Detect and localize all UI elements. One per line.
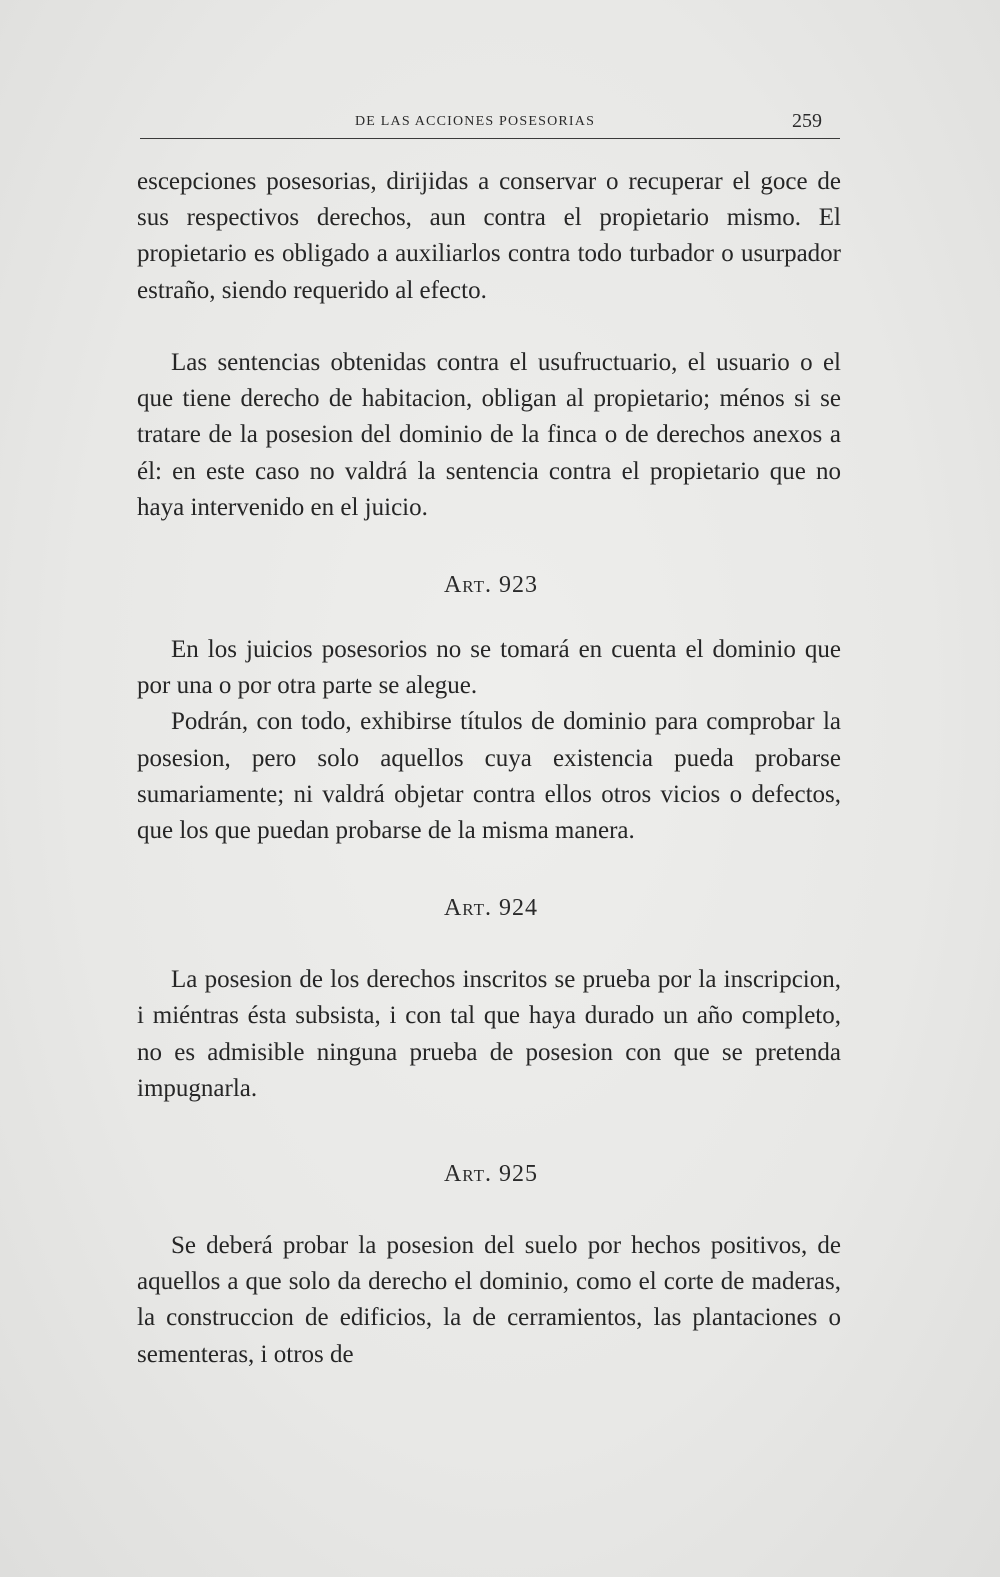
article-923-heading bbox=[137, 572, 841, 599]
article-925-heading-text: Art. 925 bbox=[443, 1161, 539, 1188]
article-925-heading bbox=[137, 1161, 841, 1188]
article-924-paragraph-1: La posesion de los derechos inscritos se prueba por la inscripcion, i miéntras ésta subsista, i con tal que haya durado un año completo, no es admisible ninguna prueba de posesion con que se pretenda impugnarla. bbox=[137, 966, 841, 1102]
running-head: DE LAS ACCIONES POSESORIAS bbox=[355, 114, 596, 129]
page-number: 259 bbox=[792, 110, 822, 132]
page-header bbox=[140, 108, 840, 139]
paragraph-intro: escepciones posesorias, dirijidas a conservar o recuperar el goce de sus respectivos derechos, aun contra el propietario mismo. El propietario es obligado a auxiliarlos contra todo turbador o usurpador estraño, siendo requerido al efecto. bbox=[137, 168, 841, 304]
page-body bbox=[137, 164, 841, 1373]
article-924-heading bbox=[137, 895, 841, 922]
article-923-paragraph-1: En los juicios posesorios no se tomará en cuenta el dominio que por una o por otra parte se alegue. bbox=[137, 636, 841, 700]
article-923-paragraph-2: Podrán, con todo, exhibirse títulos de dominio para comprobar la posesion, pero solo aquellos cuya existencia pueda probarse sumariamente; ni valdrá objetar contra ellos otros vicios o defectos, que los que puedan probarse de la misma manera. bbox=[137, 708, 841, 845]
paragraph-sentencias: Las sentencias obtenidas contra el usufructuario, el usuario o el que tiene derecho de habitacion, obligan al propietario; ménos si se tratare de la posesion del dominio de la finca o de derechos anexos a él: en este caso no valdrá la sentencia contra el propietario que no haya intervenido en el juicio. bbox=[137, 349, 841, 521]
article-924-heading-text: Art. 924 bbox=[443, 895, 539, 922]
article-923-heading-text: Art. 923 bbox=[443, 572, 539, 599]
article-925-paragraph-1: Se deberá probar la posesion del suelo por hechos positivos, de aquellos a que solo da derecho el dominio, como el corte de maderas, la construccion de edificios, la de cerramientos, las plantaciones o sementeras, i otros de bbox=[137, 1232, 841, 1368]
